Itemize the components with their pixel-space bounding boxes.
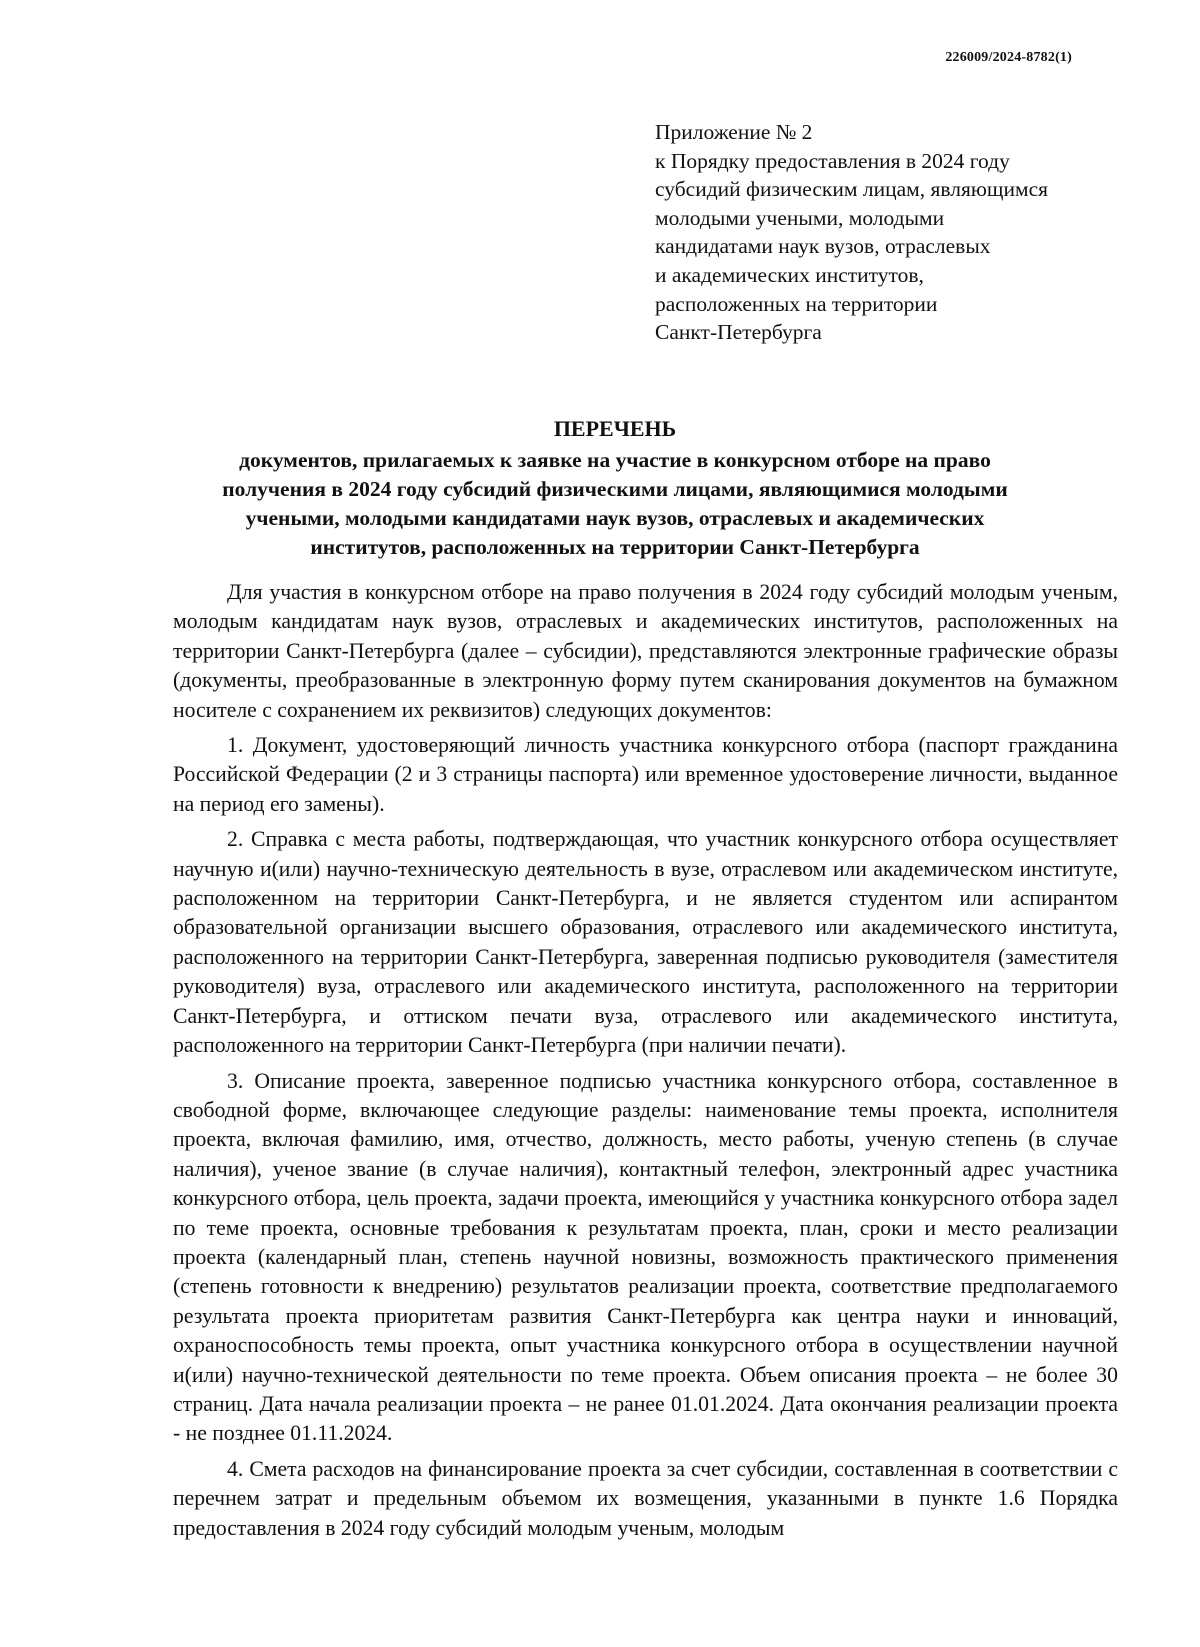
list-item-4: 4. Смета расходов на финансирование проекта за счет субсидии, составленная в соответствии с перечнем затрат и предельным объемом их возмещения, указанными в пункте 1.6 Порядка предоставления в 2024 году субсидий молодым ученым, молодым: [173, 1456, 1118, 1540]
document-subtitle: [170, 446, 1060, 562]
appendix-line: Приложение № 2: [655, 120, 813, 144]
document-title-block: [170, 414, 1060, 562]
appendix-line: Санкт-Петербурга: [655, 320, 822, 345]
list-item-1: 1. Документ, удостоверяющий личность участника конкурсного отбора (паспорт гражданина Российской Федерации (2 и 3 страницы паспорта) или временное удостоверение личности, выданное на период его замены).: [173, 733, 1118, 816]
appendix-line: молодыми учеными, молодыми: [655, 205, 945, 230]
appendix-line: кандидатами наук вузов, отраслевых: [655, 234, 991, 259]
intro-paragraph: Для участия в конкурсном отборе на право получения в 2024 году субсидий молодым ученым, молодым кандидатам наук вузов, отраслевых и академических институтов, расположенных на территории Санкт-Петербурга (далее – субсидии), представляются электронные графические образы (документы, преобразованные в электронную форму путем сканирования документов на бумажном носителе с сохранением их реквизитов) следующих документов:: [173, 580, 1118, 722]
document-title: ПЕРЕЧЕНЬ: [553, 416, 677, 441]
appendix-line: субсидий физическим лицам, являющимся: [655, 177, 1049, 202]
subtitle-line: институтов, расположенных на территории Санкт-Петербурга: [310, 535, 920, 559]
list-item-2: 2. Справка с места работы, подтверждающая, что участник конкурсного отбора осуществляет научную и(или) научно-техническую деятельность в вузе, отраслевом или академическом институте, расположенном на территории Санкт-Петербурга, и не является студентом или аспирантом образовательной организации высшего образования, отраслевого или академического института, расположенного на территории Санкт-Петербурга, заверенная подписью руководителя (заместителя руководителя) вуза, отраслевого или академического института, расположенного на территории Санкт-Петербурга, и оттиском печати вуза, отраслевого или академического института, расположенного на территории Санкт-Петербурга (при наличии печати).: [173, 827, 1118, 1058]
document-registration-number: 226009/2024-8782(1): [945, 50, 1072, 65]
document-body: [173, 578, 1118, 1549]
subtitle-line: получения в 2024 году субсидий физическими лицами, являющимися молодыми: [222, 477, 1008, 501]
appendix-line: расположенных на территории: [655, 291, 938, 316]
subtitle-line: учеными, молодыми кандидатами наук вузов, отраслевых и академических: [245, 506, 985, 530]
appendix-line: и академических институтов,: [655, 262, 924, 287]
list-item-3: 3. Описание проекта, заверенное подписью участника конкурсного отбора, составленное в свободной форме, включающее следующие разделы: наименование темы проекта, исполнителя проекта, включая фамилию, имя, отчество, должность, место работы, ученую степень (в случае наличия), ученое звание (в случае наличия), контактный телефон, электронный адрес участника конкурсного отбора, цель проекта, задачи проекта, имеющийся у участника конкурсного отбора задел по теме проекта, основные требования к результатам проекта, план, сроки и место реализации проекта (календарный план, степень научной новизны, возможность практического применения (степень готовности к внедрению) результатов реализации проекта, соответствие предполагаемого результата проекта приоритетам развития Санкт-Петербурга как центра науки и инноваций, охраноспособность темы проекта, опыт участника конкурсного отбора в осуществлении научной и(или) научно-технической деятельности по теме проекта. Объем описания проекта – не более 30 страниц. Дата начала реализации проекта – не ранее 01.01.2024. Дата окончания реализации проекта - не позднее 01.11.2024.: [173, 1068, 1118, 1446]
appendix-reference-block: [655, 118, 1115, 347]
subtitle-line: документов, прилагаемых к заявке на участие в конкурсном отборе на право: [239, 448, 991, 472]
appendix-line: к Порядку предоставления в 2024 году: [655, 148, 1010, 173]
